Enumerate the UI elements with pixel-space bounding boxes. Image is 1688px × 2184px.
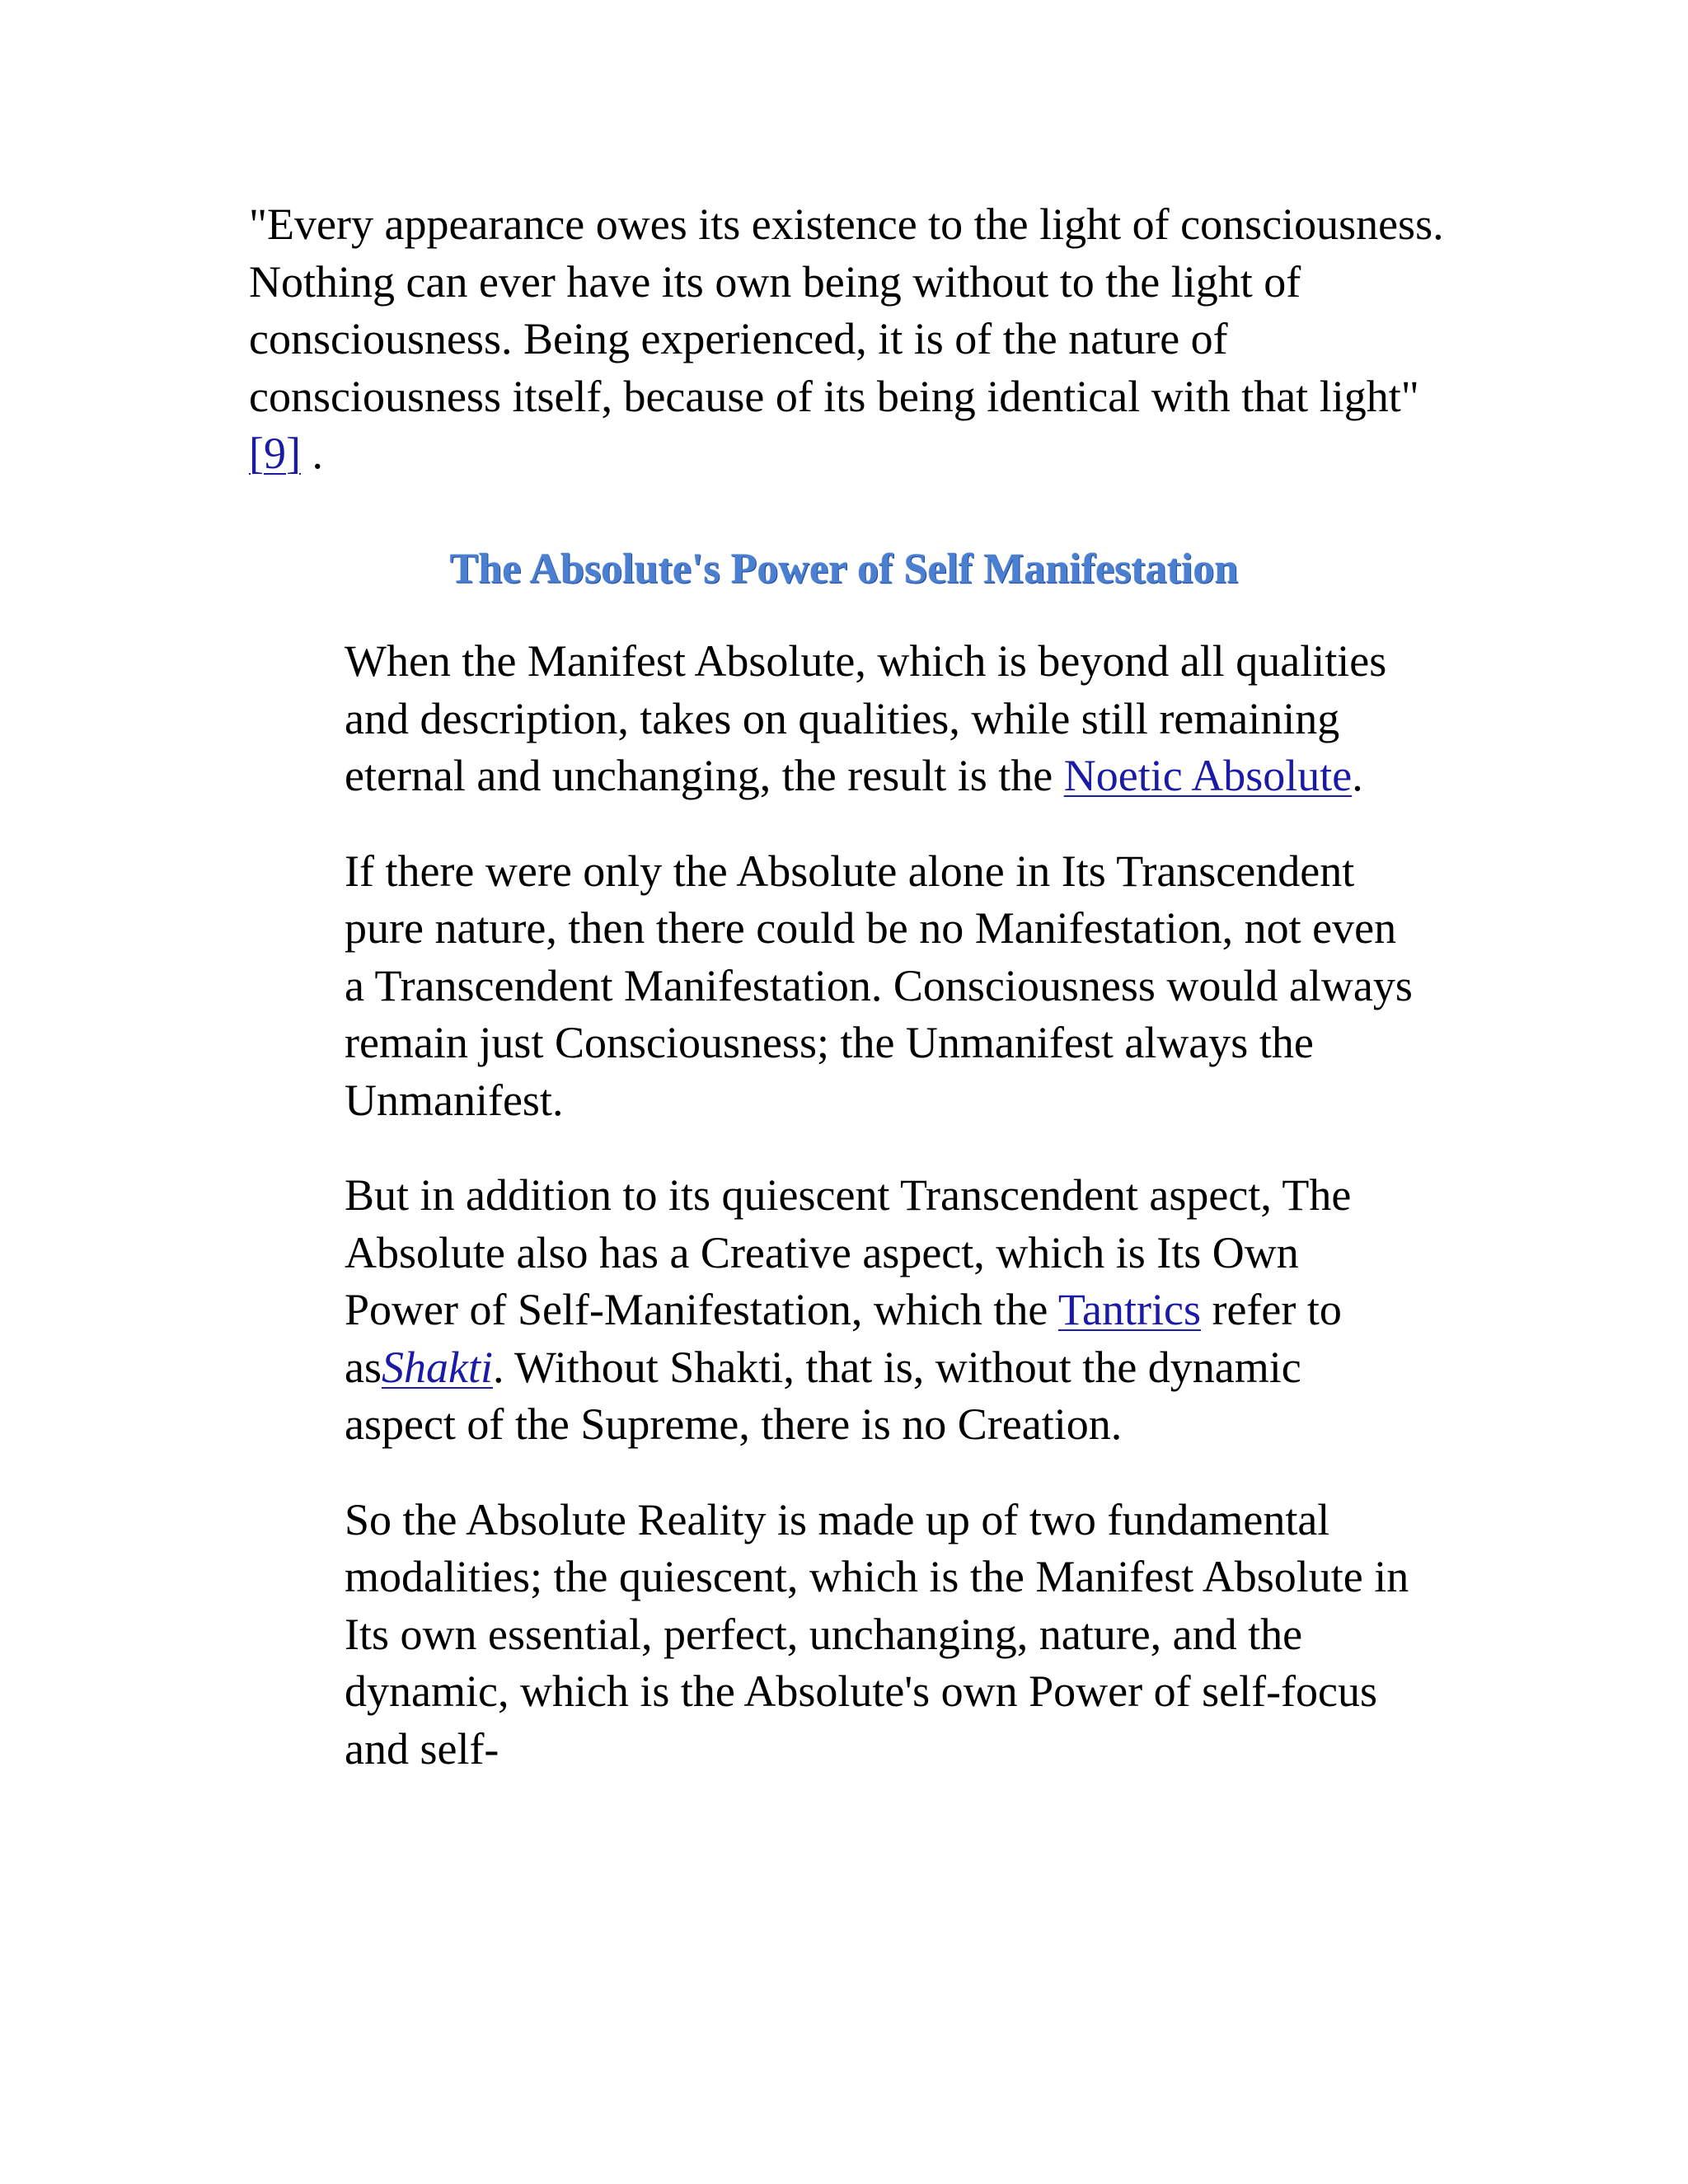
paragraph-4 (345, 1492, 1416, 1779)
shakti-link[interactable]: Shakti (381, 1342, 493, 1392)
paragraph-2 (345, 843, 1416, 1130)
paragraph-3-end: . Without Shakti, that is, without the dynamic aspect of the Supreme, there is no Creation. (345, 1342, 1301, 1449)
paragraph-4-text: So the Absolute Reality is made up of two fundamental modalities; the quiescent, which is the Manifest Absolute in Its own essential, perfect, unchanging, nature, and the dynamic, which is the Absolute's own Power of self-focus and self- (345, 1494, 1409, 1774)
paragraph-1-text: When the Manifest Absolute, which is beyond all qualities and description, takes on qualities, while still remaining eternal and unchanging, the result is the (345, 636, 1387, 800)
paragraph-2-text: If there were only the Absolute alone in Its Transcendent pure nature, then there could be no Manifestation, not even a Transcendent Manifestation. Consciousness would always remain just Consciousness; the Unmanifest always the Unmanifest. (345, 846, 1413, 1125)
section-heading: The Absolute's Power of Self Manifestation (449, 546, 1239, 593)
quote-text-end: . (300, 429, 323, 478)
paragraph-3-middle: refer to as (345, 1285, 1342, 1392)
footnote-link-9[interactable]: [9] (249, 429, 301, 478)
quote-paragraph (249, 196, 1452, 483)
noetic-absolute-link[interactable]: Noetic Absolute (1063, 751, 1353, 800)
paragraph-3 (345, 1167, 1416, 1454)
body-text (345, 633, 1416, 1816)
tantrics-link[interactable]: Tantrics (1057, 1285, 1201, 1334)
paragraph-1-end: . (1352, 751, 1363, 800)
paragraph-1 (345, 633, 1416, 805)
paragraph-3-text: But in addition to its quiescent Transcendent aspect, The Absolute also has a Creative aspect, which is Its Own Power of Self-Manifestation, which the (345, 1170, 1352, 1334)
quote-text: "Every appearance owes its existence to the light of consciousness. Nothing can ever have its own being without to the light of consciousness. Being experienced, it is of the nature of consciousness itself, because of its being identical with that light" (249, 199, 1444, 421)
